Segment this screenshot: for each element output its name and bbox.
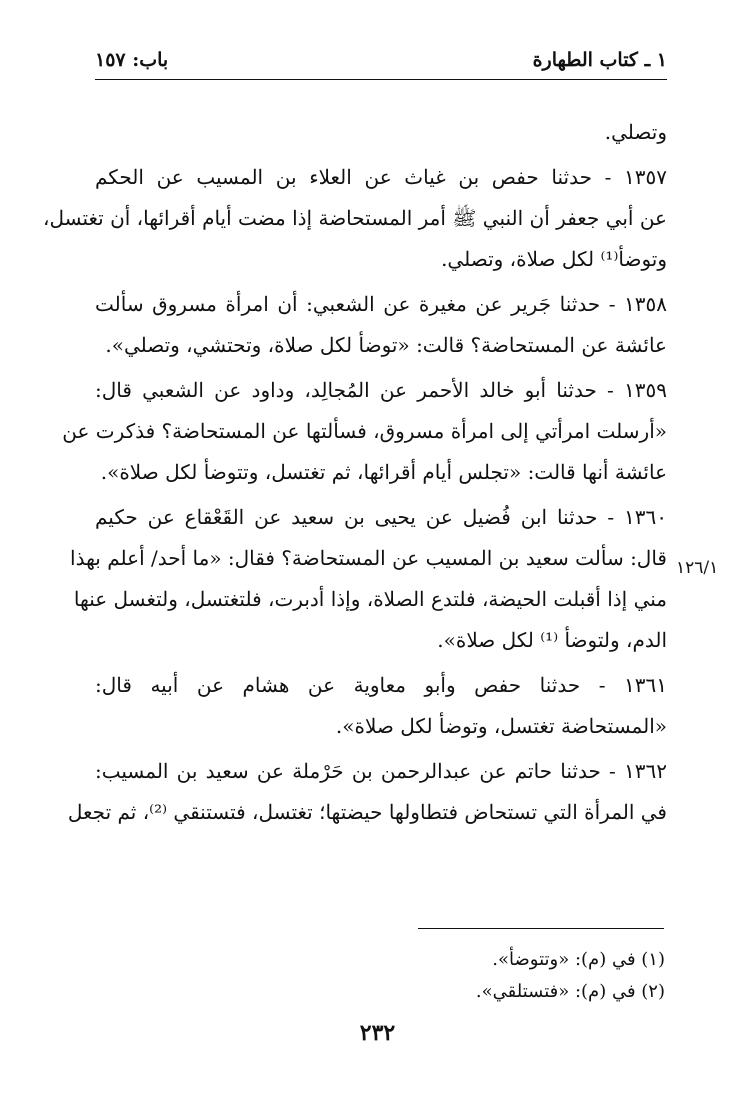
text-line: «أرسلت امرأتي إلى امرأة مسروق، فسألتها عن المستحاضة؟ فذكرت عن <box>62 419 667 443</box>
footnote: (٢) في (م): «فتستلقي». <box>475 981 665 1002</box>
text-line: في المرأة التي تستحاض فتطاولها حيضتها؛ تغتسل، فتستنقي ⁽²⁾، ثم تجعل <box>67 800 667 824</box>
text-line: ١٣٦٠ - حدثنا ابن فُضيل عن يحيى بن سعيد عن القَعْقاع عن حكيم <box>95 505 667 529</box>
text-line: ١٣٥٨ - حدثنا جَرير عن مغيرة عن الشعبي: أن امرأة مسروق سألت <box>95 292 667 316</box>
main-text <box>43 112 667 833</box>
text-line: عائشة أنها قالت: «تجلس أيام أقرائها، ثم تغتسل، وتتوضأ لكل صلاة». <box>100 460 667 484</box>
footnote-separator <box>418 928 664 929</box>
footnotes <box>476 944 665 1008</box>
text-line: وتصلي. <box>604 120 667 144</box>
text-line: وتوضأ⁽¹⁾ لكل صلاة، وتصلي. <box>441 247 667 271</box>
text-line: مني إذا أقبلت الحيضة، فلتدع الصلاة، وإذا أدبرت، فلتغتسل، ولتغسل عنها <box>73 587 667 611</box>
text-line: «المستحاضة تغتسل، وتوضأ لكل صلاة». <box>335 714 667 738</box>
text-line: عائشة عن المستحاضة؟ قالت: «توضأ لكل صلاة، وتحتشي، وتصلي». <box>105 333 667 357</box>
footnote: (١) في (م): «وتتوضأ». <box>492 949 665 970</box>
text-line: الدم، ولتوضأ ⁽¹⁾ لكل صلاة». <box>437 628 667 652</box>
running-header <box>95 45 667 80</box>
text-line: عن أبي جعفر أن النبي ﷺ أمر المستحاضة إذا مضت أيام أقرائها، أن تغتسل، <box>43 206 667 230</box>
page-number: ٢٣٢ <box>359 1020 396 1046</box>
text-line: ١٣٦٢ - حدثنا حاتم عن عبدالرحمن بن حَرْملة عن سعيد بن المسيب: <box>95 759 667 783</box>
chapter-title: ١ ـ كتاب الطهارة <box>532 49 667 71</box>
text-line: ١٣٦١ - حدثنا حفص وأبو معاوية عن هشام عن أبيه قال: <box>95 673 667 697</box>
text-line: قال: سألت سعيد بن المسيب عن المستحاضة؟ فقال: «ما أحد/ أعلم بهذا <box>70 546 667 570</box>
text-line: ١٣٥٩ - حدثنا أبو خالد الأحمر عن المُجالِد، وداود عن الشعبي قال: <box>95 378 667 402</box>
bab-label: باب: ١٥٧ <box>95 49 169 71</box>
margin-reference: ١٢٦/١ <box>676 558 719 578</box>
text-line: ١٣٥٧ - حدثنا حفص بن غياث عن العلاء بن المسيب عن الحكم <box>95 165 667 189</box>
